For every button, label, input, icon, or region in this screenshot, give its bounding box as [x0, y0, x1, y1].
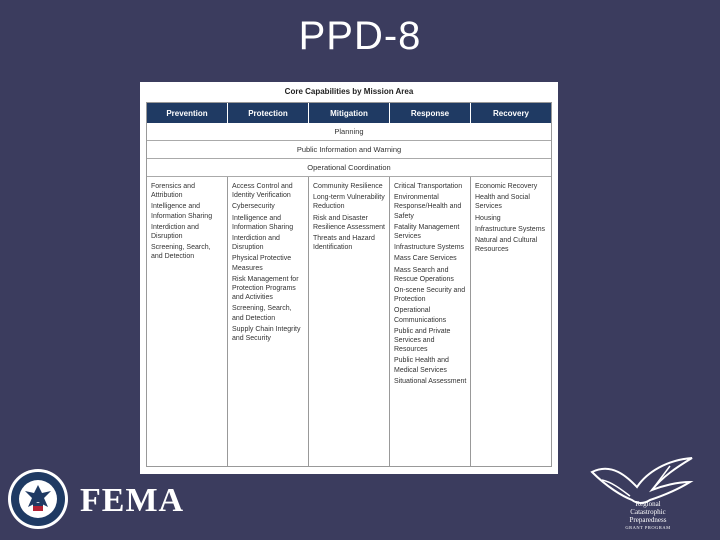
capability-item: Screening, Search, and Detection [151, 244, 211, 261]
span-row-planning: Planning [147, 123, 551, 141]
column-response [390, 177, 471, 466]
capability-item: Intelligence and Information Sharing [151, 203, 213, 220]
capability-item: Public and Private Services and Resources [394, 327, 451, 354]
capability-item: Interdiction and Disruption [232, 235, 280, 252]
capability-item: Forensics and Attribution [151, 183, 195, 200]
capability-item: Critical Transportation [394, 183, 463, 190]
capability-columns [147, 177, 551, 466]
capability-item: Cybersecurity [232, 203, 275, 211]
span-row-public-information: Public Information and Warning [147, 141, 551, 159]
capability-item: On-scene Security and Protection [394, 287, 466, 304]
span-row-operational-coordination: Operational Coordination [147, 159, 551, 177]
capability-item: Infrastructure Systems [394, 244, 465, 252]
table-caption: Core Capabilities by Mission Area [284, 87, 414, 96]
capability-item: Operational Communications [394, 307, 447, 324]
capabilities-grid [146, 102, 552, 467]
capability-item: Economic Recovery [475, 183, 538, 190]
header-protection: Protection [228, 103, 309, 123]
capability-item: Health and Social Services [475, 194, 530, 211]
slide-title: PPD-8 [298, 14, 422, 58]
core-capabilities-table-image [140, 82, 558, 474]
header-recovery: Recovery [492, 108, 530, 118]
header-response: Response [390, 103, 471, 123]
capability-item: Screening, Search, and Detection [232, 305, 292, 322]
capability-item: Natural and Cultural Resources [475, 237, 538, 254]
dhs-seal-icon [6, 467, 70, 531]
capability-item: Environmental Response/Health and Safety [394, 194, 462, 220]
capability-item: Housing [475, 214, 501, 222]
mission-area-header-row [147, 103, 551, 123]
capability-item: Intelligence and Information Sharing [232, 214, 294, 231]
column-recovery [471, 177, 551, 466]
capability-item: Access Control and Identity Verification [232, 183, 293, 200]
capability-item: Threats and Hazard Identification [313, 235, 375, 252]
capability-item: Physical Protective Measures [232, 255, 292, 272]
header-prevention: Prevention [147, 103, 228, 123]
capability-item: Risk and Disaster Resilience Assessment [313, 214, 385, 231]
capability-item: Mass Search and Rescue Operations [394, 266, 454, 283]
capability-item: Supply Chain Integrity and Security [232, 325, 301, 343]
capability-item: Public Health and Medical Services [394, 357, 449, 374]
capability-item: Fatality Management Services [394, 223, 460, 241]
capability-item: Community Resilience [313, 183, 383, 190]
fema-logo: FEMA [80, 482, 185, 519]
capability-item: Infrastructure Systems [475, 225, 546, 233]
header-mitigation: Mitigation [309, 103, 390, 123]
capability-item: Risk Management for Protection Programs and Activities [232, 275, 299, 302]
capability-item: Long-term Vulnerability Reduction [313, 194, 385, 211]
capability-item: Interdiction and Disruption [151, 223, 199, 241]
capability-item: Situational Assessment [394, 377, 467, 385]
column-prevention [147, 177, 228, 466]
rcp-logo-text: Regional Catastrophic Preparedness GRANT PROGRAM [625, 500, 671, 530]
column-mitigation [309, 177, 390, 466]
capability-item: Mass Care Services [394, 255, 457, 263]
column-protection [228, 177, 309, 466]
